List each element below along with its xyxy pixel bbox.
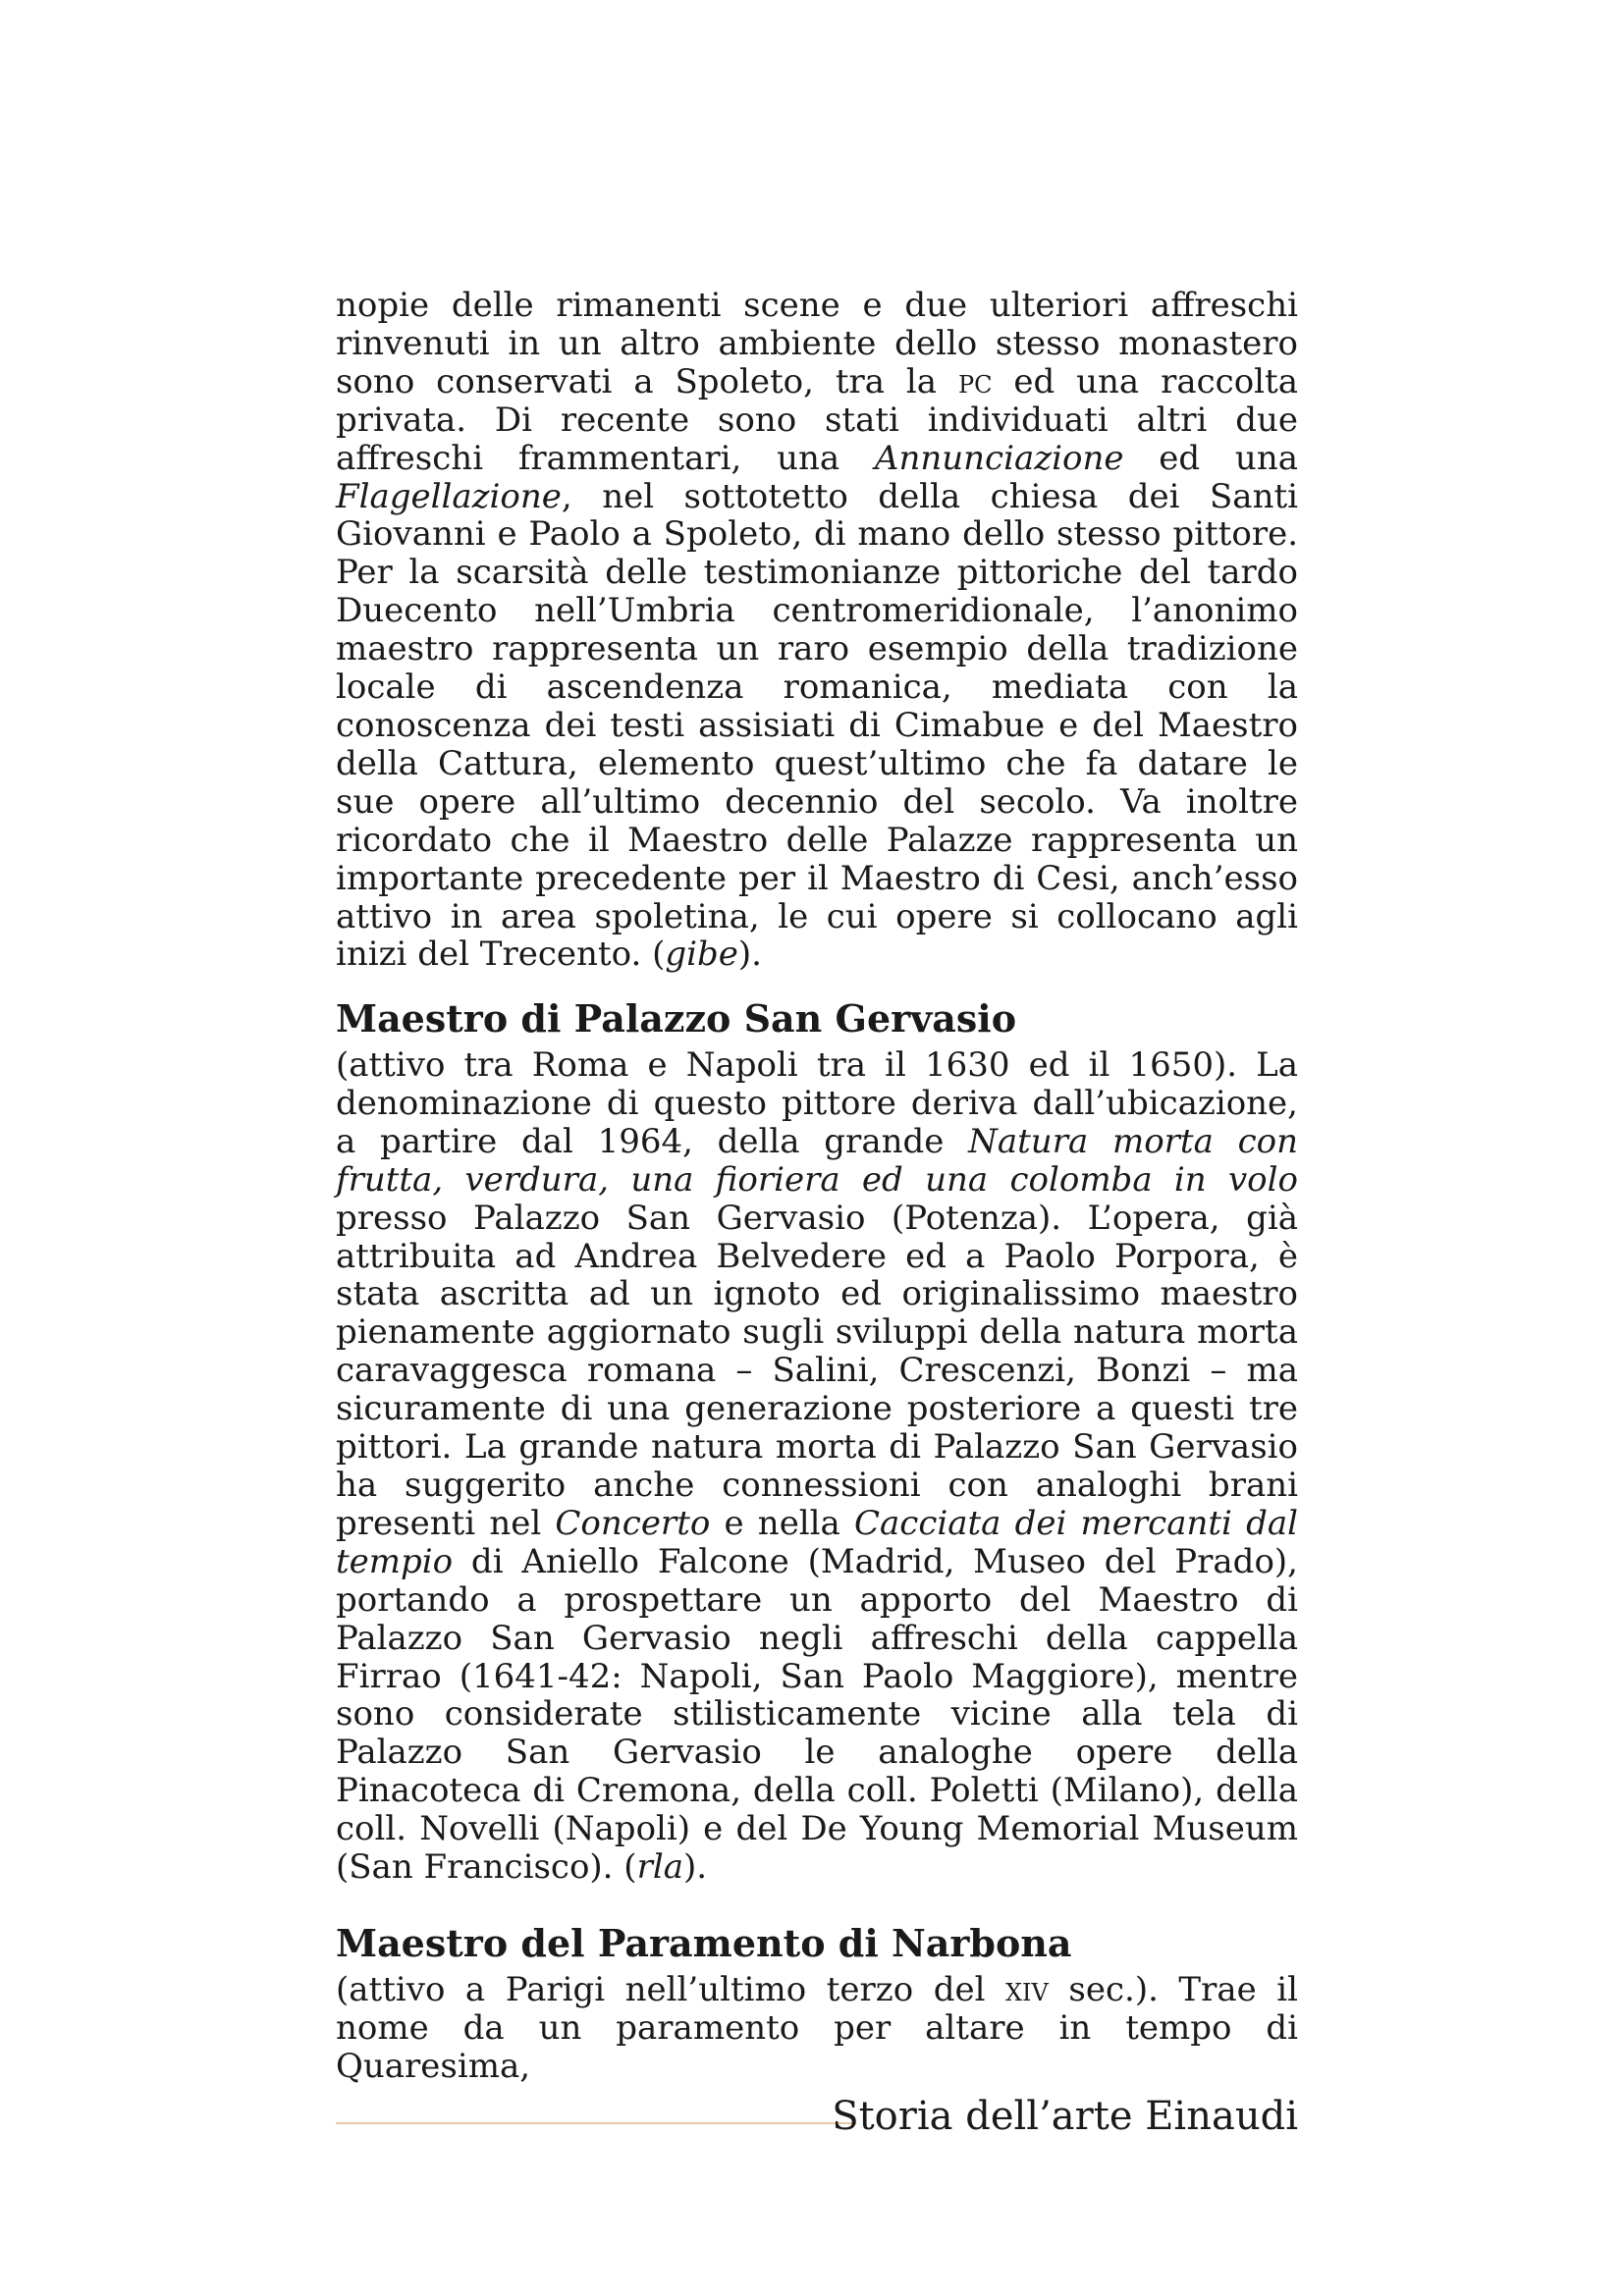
text-run: ed una raccolta privata. Di recente sono stati individuati altri due affreschi frammentari, una <box>336 361 1298 478</box>
entry-text <box>336 1971 1298 2086</box>
abbreviation: pc <box>957 361 993 401</box>
text-run: sec.). Trae il nome da un paramento per altare in tempo di Quaresima, <box>336 1970 1299 2086</box>
author-initials: rla <box>636 1847 683 1888</box>
artwork-title: Concerto <box>555 1503 711 1543</box>
text-run: nopie delle rimanenti scene e due ulteriori affreschi rinvenuti in un altro ambiente dello stesso monastero sono conservati a Spoleto, tra la <box>336 286 1298 401</box>
entry-maestro-palazzo-san-gervasio <box>336 997 1298 1887</box>
text-run: ). <box>737 934 762 975</box>
entry-text <box>336 1046 1298 1887</box>
author-initials: gibe <box>665 934 738 975</box>
footer-title: Storia dell’arte Einaudi <box>832 2094 1298 2139</box>
text-run: di Aniello Falcone (Madrid, Museo del Prado), portando a prospettare un apporto del Maestro di Palazzo San Gervasio negli affreschi della cappella Firrao (1641-42: Napoli, San Paolo Maggiore), mentre sono considerate stilisticamente vicine alla tela di Palazzo San Gervasio le analoghe opere della Pinacoteca di Cremona, della coll. Poletti (Milano), della coll. Novelli (Napoli) e del De Young Memorial Museum (San Francisco). ( <box>336 1541 1298 1888</box>
entry-maestro-paramento-narbona <box>336 1922 1298 2086</box>
text-run: (attivo a Parigi nell’ultimo terzo del <box>336 1970 1005 2009</box>
text-run: presso Palazzo San Gervasio (Potenza). L’opera, già attribuita ad Andrea Belvedere ed a Paolo Porpora, è stata ascritta ad un ignoto ed originalissimo maestro pienamente aggiornato sugli sviluppi della natura morta caravaggesca romana – Salini, Crescenzi, Bonzi – ma sicuramente di una generazione posteriore a questi tre pittori. La grande natura morta di Palazzo San Gervasio ha suggerito anche connessioni con analoghi brani presenti nel <box>336 1198 1298 1543</box>
footer-rule <box>336 2122 856 2124</box>
entry-heading: Maestro del Paramento di Narbona <box>336 1921 1072 1965</box>
text-run: , nel sottotetto della chiesa dei Santi Giovanni e Paolo a Spoleto, di mano dello stesso pittore. Per la scarsità delle testimonianze pittoriche del tardo Duecento nell’Umbria centromeridionale, l’anonimo maestro rappresenta un raro esempio della tradizione locale di ascendenza romanica, mediata con la conoscenza dei testi assisiati di Cimabue e del Maestro della Cattura, elemento quest’ultimo che fa datare le sue opere all’ultimo decennio del secolo. Va inoltre ricordato che il Maestro delle Palazze rappresenta un importante precedente per il Maestro di Cesi, anch’esso attivo in area spoletina, le cui opere si collocano agli inizi del Trecento. ( <box>336 476 1298 975</box>
paragraph-continuation <box>336 287 1298 974</box>
entry-heading: Maestro di Palazzo San Gervasio <box>336 996 1017 1041</box>
text-run: e nella <box>710 1503 854 1543</box>
artwork-title: Cacciata dei mercanti dal tempio <box>336 1503 1298 1581</box>
century-numeral: xiv <box>1004 1970 1049 2009</box>
artwork-title: Natura morta con frutta, verdura, una fioriera ed una colomba in volo <box>336 1121 1298 1200</box>
paragraph-text <box>336 287 1298 974</box>
artwork-title: Annunciazione <box>874 438 1124 478</box>
artwork-title: Flagellazione <box>336 476 562 516</box>
text-run: (attivo tra Roma e Napoli tra il 1630 ed il 1650). La denominazione di questo pittore deriva dall’ubicazione, a partire dal 1964, della grande <box>336 1045 1298 1161</box>
text-run: ed una <box>1123 438 1298 478</box>
text-run: ). <box>682 1847 708 1888</box>
